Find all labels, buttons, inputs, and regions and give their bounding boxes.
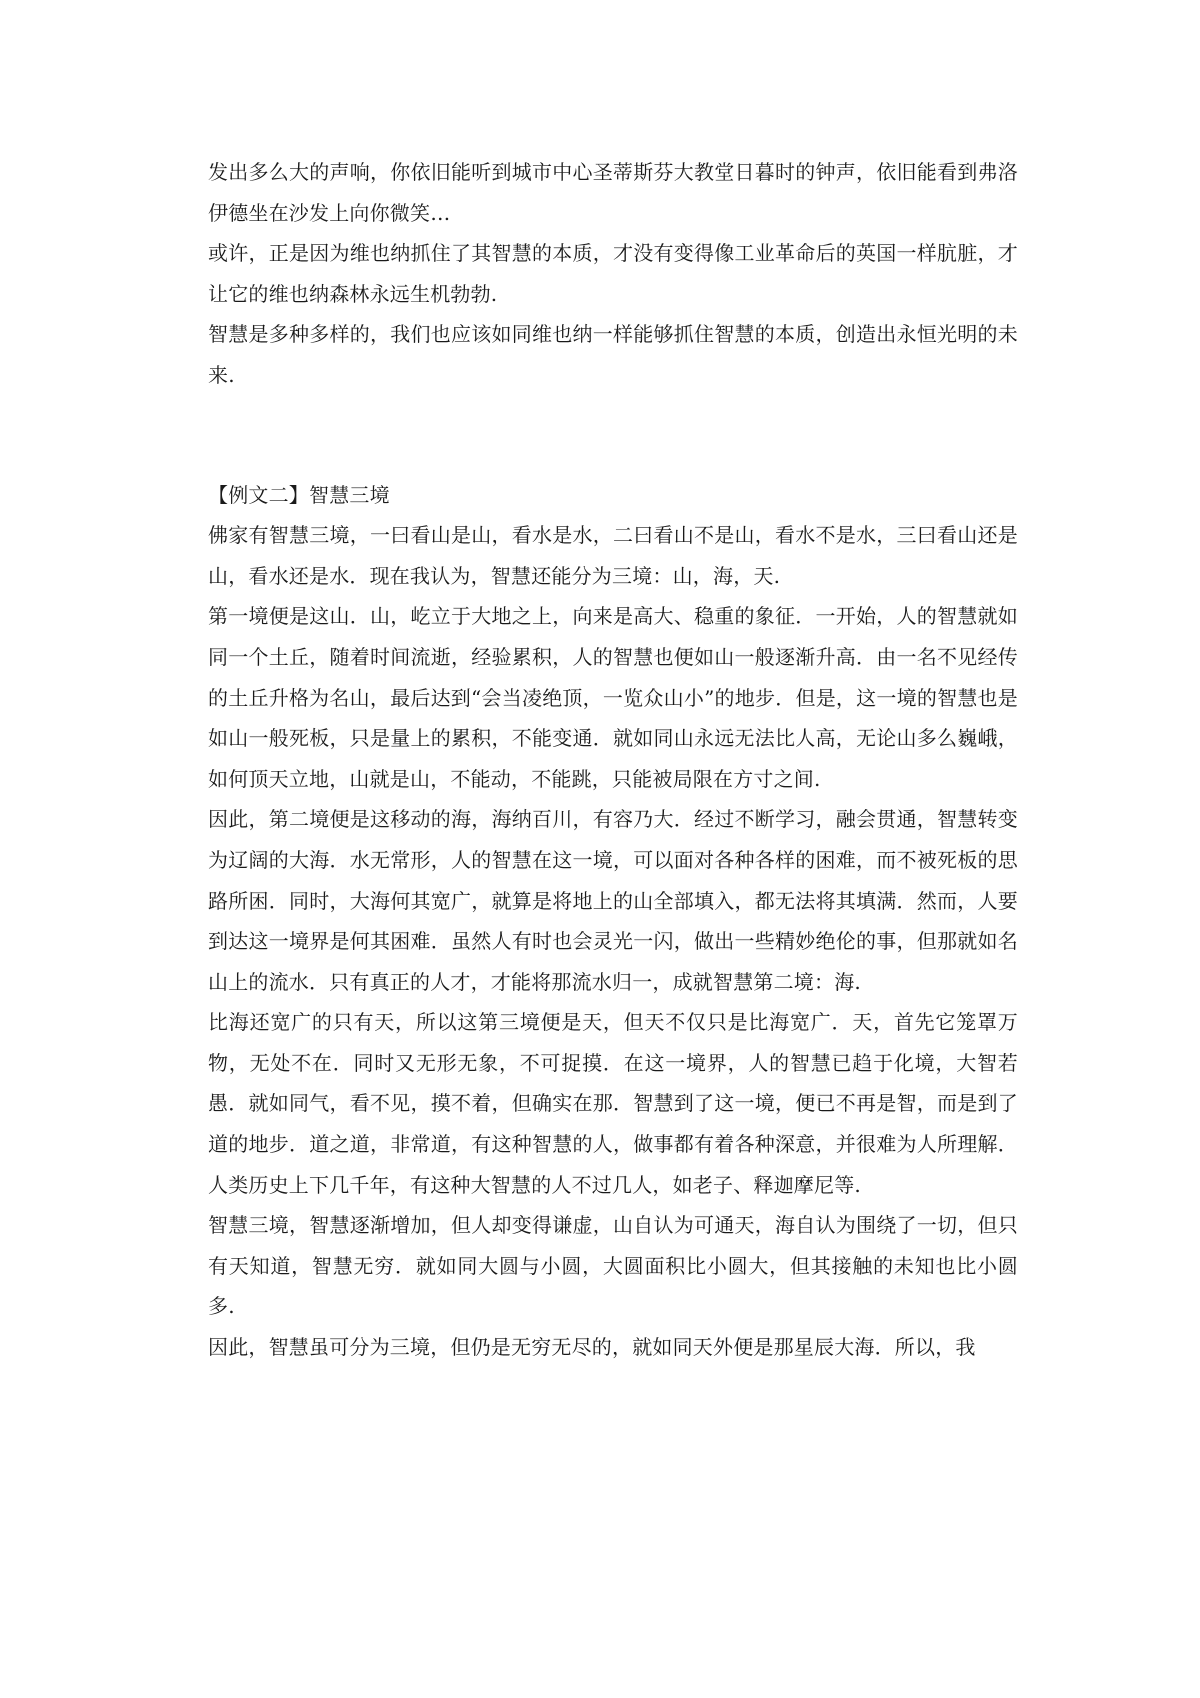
paragraph-mountain-realm: 第一境便是这山．山，屹立于大地之上，向来是高大、稳重的象征．一开始，人的智慧就如同一个土丘，随着时间流逝，经验累积，人的智慧也便如山一般逐渐升高．由一名不见经传的土丘升格为名山，最后达到“会当凌绝顶，一览众山小”的地步．但是，这一境的智慧也是如山一般死板，只是量上的累积，不能变通．就如同山永远无法比人高，无论山多么巍峨，如何顶天立地，山就是山，不能动，不能跳，只能被局限在方寸之间. <box>208 604 1018 791</box>
paragraph-wisdom-conclusion: 智慧是多种多样的，我们也应该如同维也纳一样能够抓住智慧的本质，创造出永恒光明的未来. <box>208 322 1018 387</box>
example-two-heading: 【例文二】智慧三境 <box>208 482 390 507</box>
paragraph-circles-analogy: 智慧三境，智慧逐渐增加，但人却变得谦虚，山自认为可通天，海自认为围绕了一切，但只有天知道，智慧无穷．就如同大圆与小圆，大圆面积比小圆大，但其接触的未知也比小圆多. <box>208 1213 1018 1319</box>
paragraph-three-realms-intro: 佛家有智慧三境，一曰看山是山，看水是水，二曰看山不是山，看水不是水，三曰看山还是山，看水还是水．现在我认为，智慧还能分为三境：山，海，天. <box>208 523 1018 588</box>
paragraph-bell-and-freud: 发出多么大的声响，你依旧能听到城市中心圣蒂斯芬大教堂日暮时的钟声，依旧能看到弗洛伊德坐在沙发上向你微笑… <box>208 160 1018 225</box>
section-spacer <box>208 396 1018 475</box>
paragraph-final-continues: 因此，智慧虽可分为三境，但仍是无穷无尽的，就如同天外便是那星辰大海．所以，我 <box>208 1335 976 1360</box>
paragraph-sky-realm: 比海还宽广的只有天，所以这第三境便是天，但天不仅只是比海宽广．天，首先它笼罩万物，无处不在．同时又无形无象，不可捉摸．在这一境界，人的智慧已趋于化境，大智若愚．就如同气，看不见，摸不着，但确实在那．智慧到了这一境，便已不再是智，而是到了道的地步．道之道，非常道，有这种智慧的人，做事都有着各种深意，并很难为人所理解．人类历史上下几千年，有这种大智慧的人不过几人，如老子、释迦摩尼等. <box>208 1010 1018 1197</box>
document-body <box>208 152 1018 1368</box>
paragraph-sea-realm: 因此，第二境便是这移动的海，海纳百川，有容乃大．经过不断学习，融会贯通，智慧转变为辽阔的大海．水无常形，人的智慧在这一境，可以面对各种各样的困难，而不被死板的思路所困．同时，大海何其宽广，就算是将地上的山全部填入，都无法将其填满．然而，人要到达这一境界是何其困难．虽然人有时也会灵光一闪，做出一些精妙绝伦的事，但那就如名山上的流水．只有真正的人才，才能将那流水归一，成就智慧第二境：海. <box>208 807 1018 994</box>
paragraph-vienna-essence: 或许，正是因为维也纳抓住了其智慧的本质，才没有变得像工业革命后的英国一样肮脏，才让它的维也纳森林永远生机勃勃. <box>208 241 1018 306</box>
